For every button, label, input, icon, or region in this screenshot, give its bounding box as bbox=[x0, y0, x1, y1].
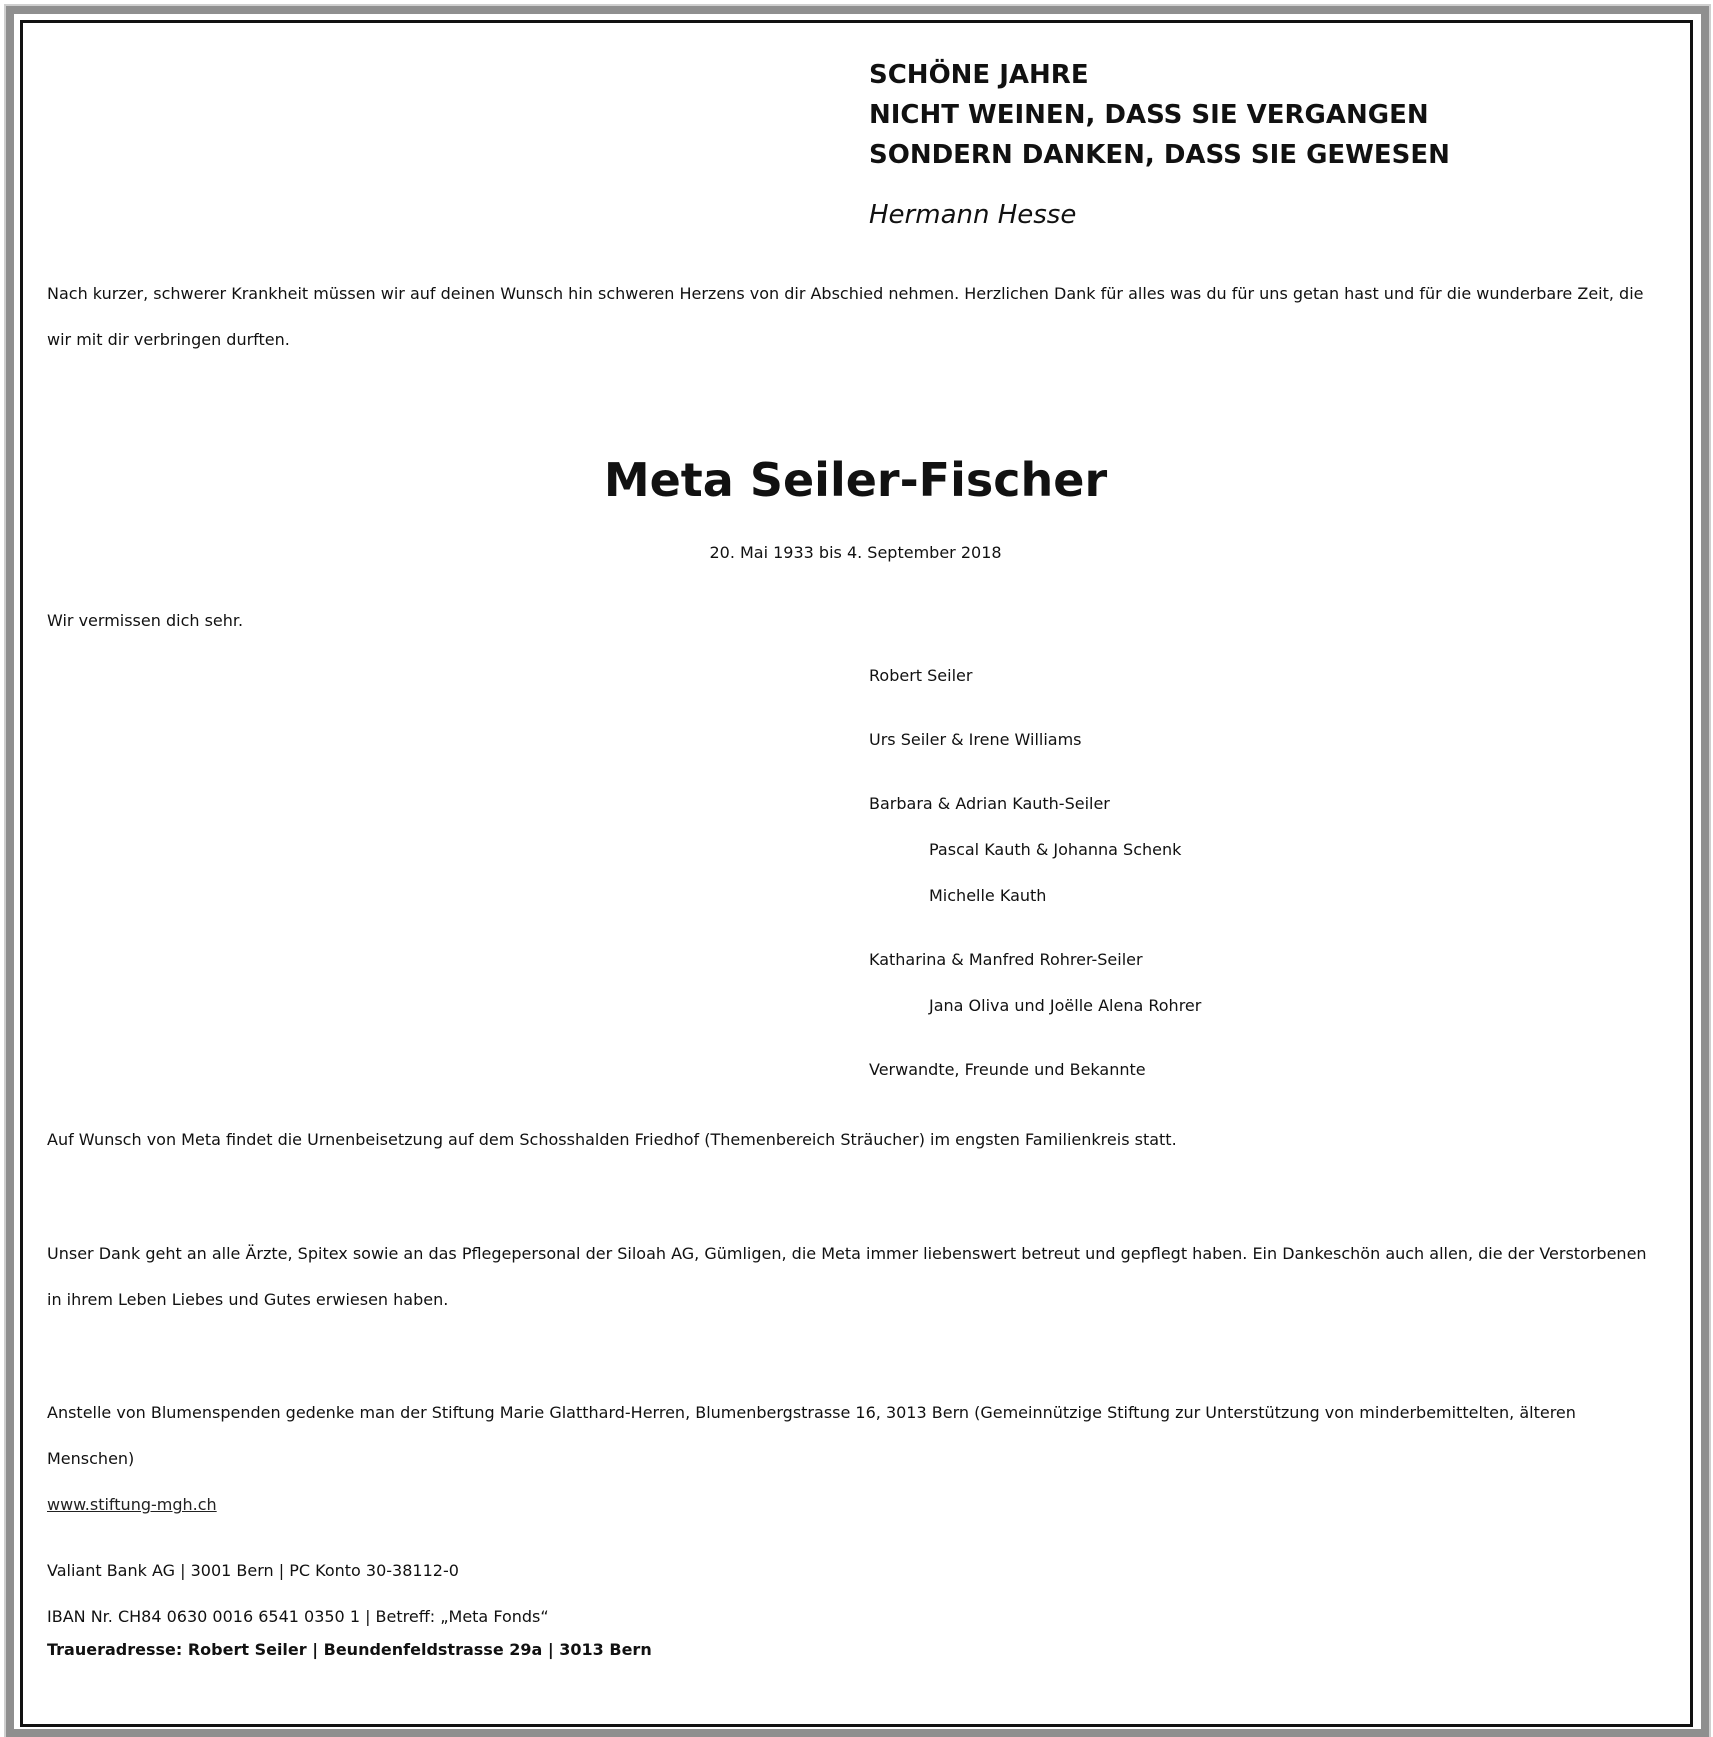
hesse-quote bbox=[869, 55, 1450, 235]
miss-line: Wir vermissen dich sehr. bbox=[47, 611, 244, 630]
quote-author: Hermann Hesse bbox=[869, 200, 1077, 230]
iban-line: IBAN Nr. CH84 0630 0016 6541 0350 1 | Betreff: „Meta Fonds“ bbox=[47, 1607, 549, 1626]
family-entry: Michelle Kauth bbox=[929, 886, 1047, 905]
family-entry: Verwandte, Freunde und Bekannte bbox=[869, 1060, 1146, 1079]
family-group bbox=[869, 781, 1201, 919]
family-entry: Robert Seiler bbox=[869, 666, 973, 685]
quote-line: NICHT WEINEN, DASS SIE VERGANGEN bbox=[869, 100, 1429, 130]
quote-line: SONDERN DANKEN, DASS SIE GEWESEN bbox=[869, 140, 1450, 170]
family-entry: Urs Seiler & Irene Williams bbox=[869, 730, 1082, 749]
family-entry: Katharina & Manfred Rohrer-Seiler bbox=[869, 950, 1143, 969]
foundation-link[interactable]: www.stiftung-mgh.ch bbox=[47, 1495, 217, 1514]
family-entry: Pascal Kauth & Johanna Schenk bbox=[929, 840, 1182, 859]
family-entry: Barbara & Adrian Kauth-Seiler bbox=[869, 794, 1110, 813]
life-dates: 20. Mai 1933 bis 4. September 2018 bbox=[709, 543, 1002, 562]
family-group bbox=[869, 937, 1201, 1029]
deceased-name: Meta Seiler-Fischer bbox=[603, 453, 1108, 507]
thanks-paragraph: Unser Dank geht an alle Ärzte, Spitex sowie an das Pflegepersonal der Siloah AG, Gümligen, die Meta immer liebenswert betreut und gepflegt haben. Ein Dankeschön auch allen, die der Verstorbenen in ihrem Leben Liebes und Gutes erwiesen haben. bbox=[47, 1244, 1647, 1309]
family-entry: Jana Oliva und Joëlle Alena Rohrer bbox=[929, 996, 1202, 1015]
mourning-address: Traueradresse: Robert Seiler | Beundenfeldstrasse 29a | 3013 Bern bbox=[47, 1640, 652, 1659]
bank-line: Valiant Bank AG | 3001 Bern | PC Konto 30-38112-0 bbox=[47, 1561, 459, 1580]
burial-paragraph: Auf Wunsch von Meta findet die Urnenbeisetzung auf dem Schosshalden Friedhof (Themenbereich Sträucher) im engsten Familienkreis statt. bbox=[47, 1130, 1177, 1149]
notice-border bbox=[20, 20, 1693, 1727]
family-list bbox=[869, 653, 1201, 1111]
donation-text: Anstelle von Blumenspenden gedenke man der Stiftung Marie Glatthard-Herren, Blumenbergstrasse 16, 3013 Bern (Gemeinnützige Stiftung zur Unterstützung von minderbemittelten, älteren Menschen) bbox=[47, 1403, 1576, 1468]
donation-paragraph bbox=[47, 1390, 1657, 1528]
quote-line: SCHÖNE JAHRE bbox=[869, 60, 1089, 90]
intro-paragraph: Nach kurzer, schwerer Krankheit müssen wir auf deinen Wunsch hin schweren Herzens von dir Abschied nehmen. Herzlichen Dank für alles was du für uns getan hast und für die wunderbare Zeit, die wir mit dir verbringen durften. bbox=[47, 284, 1644, 349]
bank-details bbox=[47, 1548, 549, 1640]
